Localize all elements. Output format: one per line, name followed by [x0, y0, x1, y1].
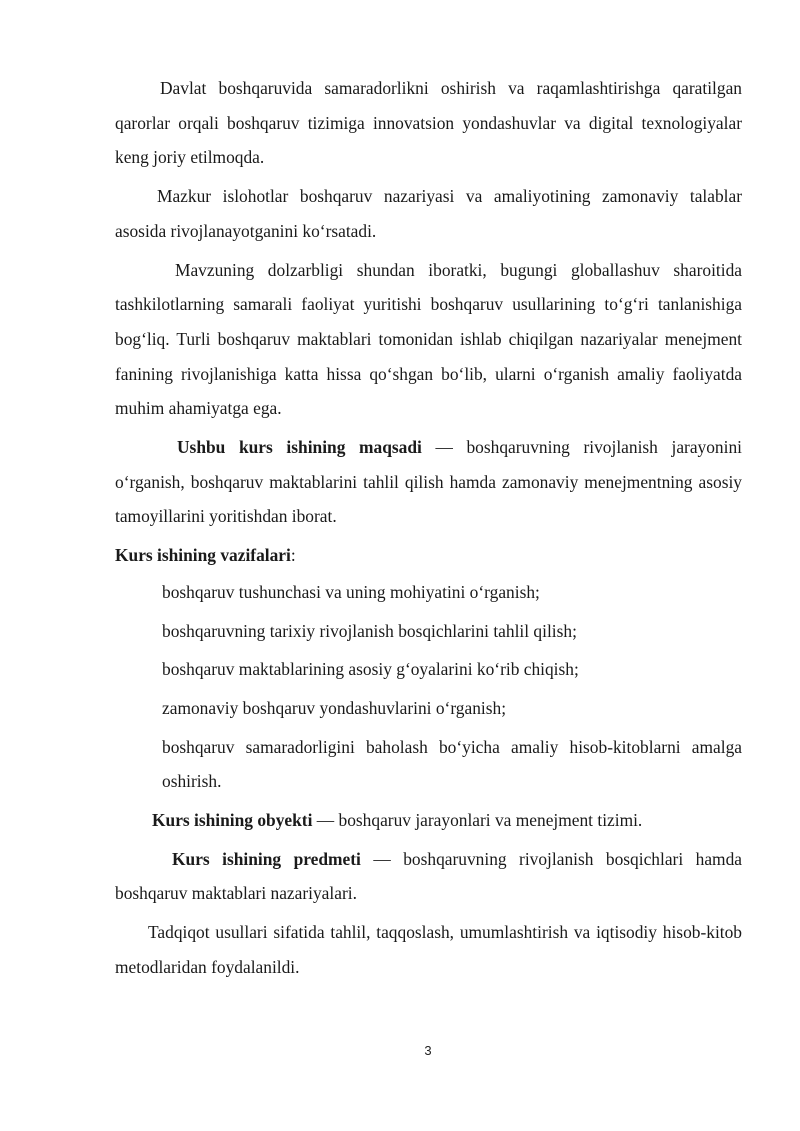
- list-item: zamonaviy boshqaruv yondashuvlarini o‘rganish;: [162, 697, 507, 718]
- list-item: boshqaruv maktablarining asosiy g‘oyalarini ko‘rib chiqish;: [162, 659, 579, 680]
- subject-text: — boshqaruvning rivojlanish bosqichlari hamda boshqaruv maktablari nazariyalari.: [115, 848, 742, 904]
- list-item: boshqaruv tushunchasi va uning mohiyatini o‘rganish;: [162, 581, 540, 602]
- goal-text: — boshqaruvning rivojlanish jarayonini o‘rganish, boshqaruv maktablarini tahlil qilish hamda zamonaviy menejmentning asosiy tamoyillarini yoritishdan iborat.: [115, 437, 742, 527]
- reforms-paragraph: Mazkur islohotlar boshqaruv nazariyasi va amaliyotining zamonaviy talablar asosida rivojlanayotganini ko‘rsatadi.: [115, 186, 742, 241]
- goal-label: Ushbu kurs ishining maqsadi: [177, 437, 422, 458]
- relevance-paragraph: Mavzuning dolzarbligi shundan iboratki, bugungi globallashuv sharoitida tashkilotlarning samarali faoliyat yuritishi boshqaruv usullarining to‘g‘ri tanlanishiga bog‘liq. Turli boshqaruv maktablari tomonidan ishlab chiqilgan nazariyalar menejment fanining rivojlanishiga katta hissa qo‘shgan bo‘lib, ularni o‘rganish amaliy faoliyatda muhim ahamiyatga ega.: [115, 259, 742, 419]
- tasks-list: [162, 575, 742, 799]
- subject-label: Kurs ishining predmeti: [172, 848, 361, 869]
- object-label: Kurs ishining obyekti: [152, 810, 313, 831]
- goal-paragraph: [115, 430, 742, 534]
- tasks-heading: [115, 538, 742, 573]
- object-text: — boshqaruv jarayonlari va menejment tizimi.: [312, 810, 643, 831]
- intro-paragraph: Davlat boshqaruvida samaradorlikni oshirish va raqamlashtirishga qaratilgan qarorlar orqali boshqaruv tizimiga innovatsion yondashuvlar va digital texnologiyalar keng joriy etilmoqda.: [115, 78, 742, 168]
- tasks-colon: :: [290, 545, 296, 566]
- list-item: boshqaruvning tarixiy rivojlanish bosqichlarini tahlil qilish;: [162, 620, 577, 641]
- list-item: boshqaruv samaradorligini baholash bo‘yicha amaliy hisob-kitoblarni amalga oshirish.: [162, 736, 742, 792]
- tasks-label: Kurs ishining vazifalari: [115, 545, 291, 566]
- object-paragraph: [115, 803, 742, 838]
- methods-paragraph: Tadqiqot usullari sifatida tahlil, taqqoslash, umumlashtirish va iqtisodiy hisob-kitob metodlaridan foydalanildi.: [115, 922, 742, 977]
- subject-paragraph: [115, 842, 742, 911]
- document-page: [115, 71, 742, 985]
- page-number: 3: [424, 1043, 432, 1058]
